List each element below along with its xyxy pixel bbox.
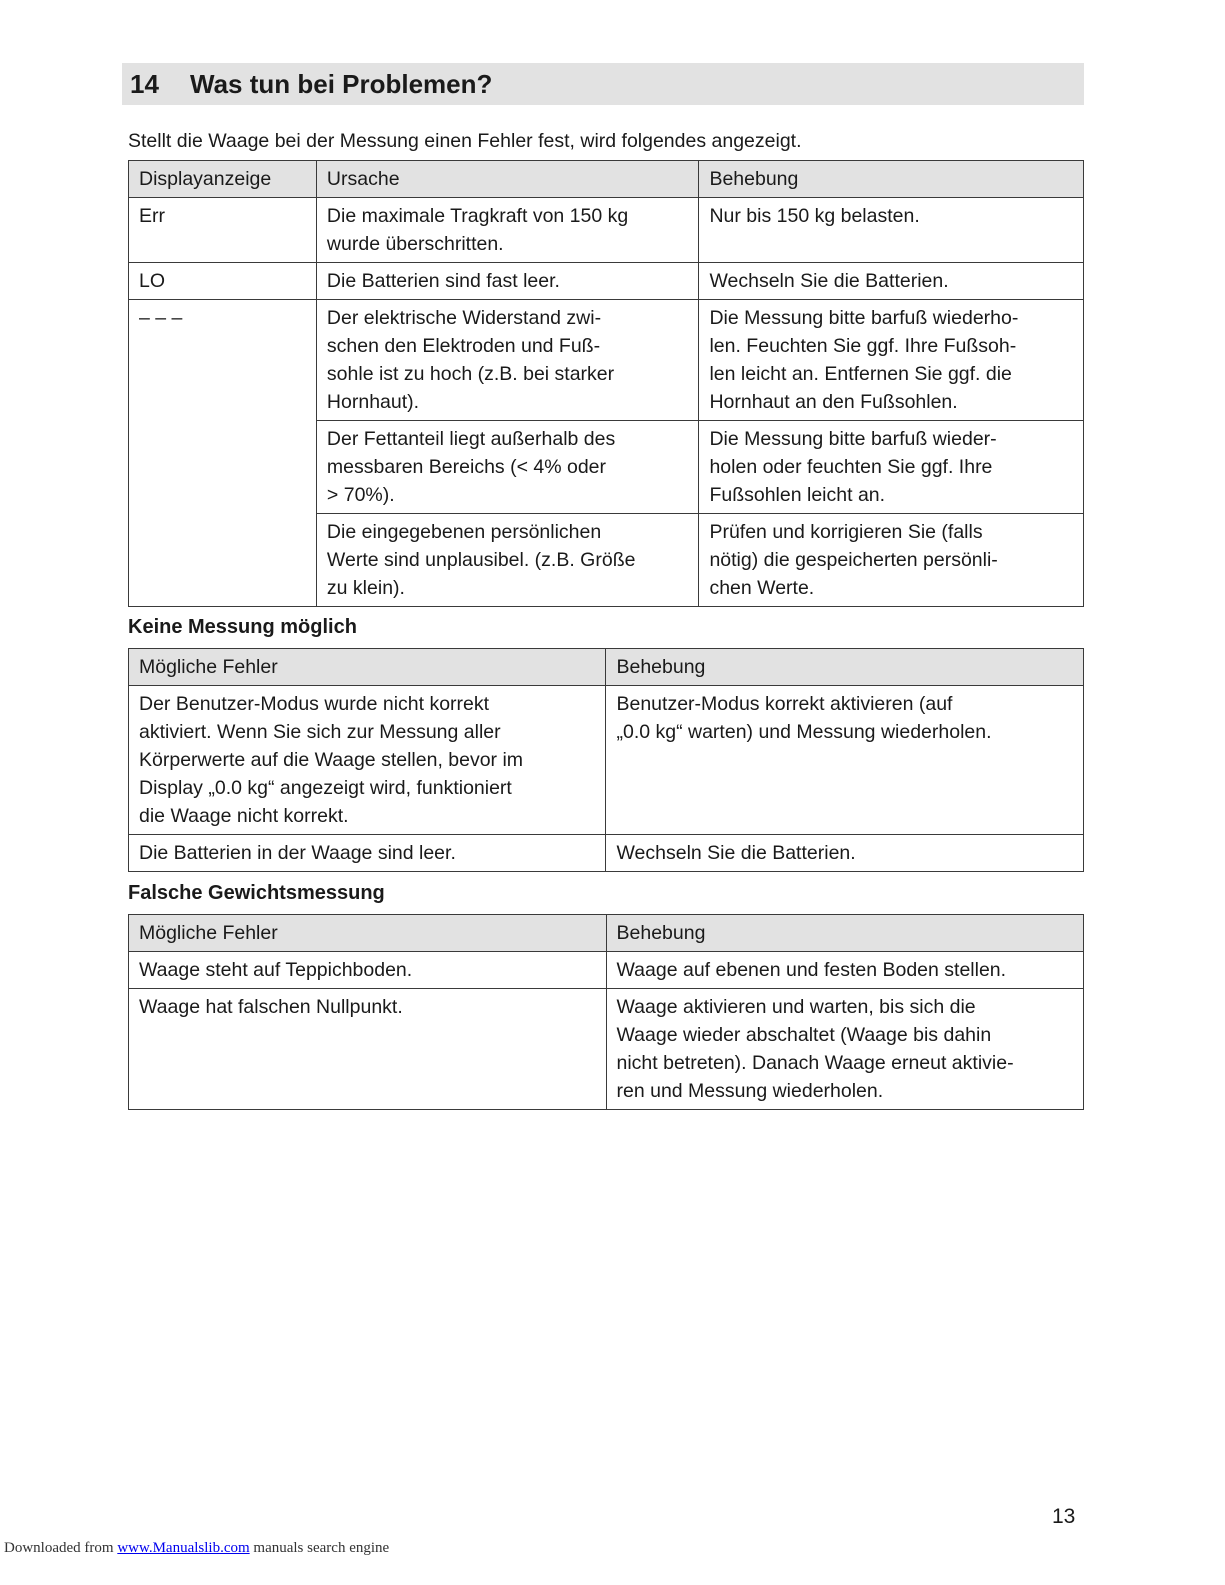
table-row: [129, 300, 1084, 421]
manualslib-link[interactable]: www.Manualslib.com: [117, 1540, 250, 1556]
error-display-table: [128, 160, 1084, 607]
intro-text: Stellt die Waage bei der Messung einen Fehler fest, wird folgendes angezeigt.: [128, 130, 802, 152]
subsection-title-no-measurement: Keine Messung möglich: [128, 616, 357, 638]
column-header: Displayanzeige: [129, 161, 317, 198]
table-row: [129, 686, 1084, 835]
column-header: Behebung: [699, 161, 1084, 198]
table-row: [129, 198, 1084, 263]
column-header: Ursache: [316, 161, 699, 198]
error-cell: Die Batterien in der Waage sind leer.: [129, 835, 606, 872]
display-cell: Err: [129, 198, 317, 263]
table-row: [129, 989, 1084, 1110]
column-header: Mögliche Fehler: [129, 649, 606, 686]
section-title: Was tun bei Problemen?: [190, 68, 493, 99]
footer-prefix: Downloaded from: [4, 1540, 118, 1556]
error-cell: Der Benutzer-Modus wurde nicht korrekt aktiviert. Wenn Sie sich zur Messung aller Körperwerte auf die Waage stellen, bevor im Display „0.0 kg“ angezeigt wird, funktioniert die Waage nicht korrekt.: [129, 686, 606, 835]
fix-cell: Prüfen und korrigieren Sie (falls nötig) die gespeicherten persönli- chen Werte.: [699, 514, 1084, 607]
cause-cell: Der Fettanteil liegt außerhalb des messbaren Bereichs (< 4% oder > 70%).: [316, 421, 699, 514]
wrong-weight-table: [128, 914, 1084, 1110]
fix-cell: Wechseln Sie die Batterien.: [606, 835, 1084, 872]
page-number: 13: [1052, 1505, 1076, 1528]
cause-cell: Die Batterien sind fast leer.: [316, 263, 699, 300]
table-header-row: [129, 915, 1084, 952]
fix-cell: Wechseln Sie die Batterien.: [699, 263, 1084, 300]
display-cell: LO: [129, 263, 317, 300]
fix-cell: Die Messung bitte barfuß wieder- holen oder feuchten Sie ggf. Ihre Fußsohlen leicht an.: [699, 421, 1084, 514]
fix-cell: Nur bis 150 kg belasten.: [699, 198, 1084, 263]
fix-cell: Waage auf ebenen und festen Boden stellen.: [606, 952, 1084, 989]
fix-cell: Die Messung bitte barfuß wiederho- len. Feuchten Sie ggf. Ihre Fußsoh- len leicht an. Entfernen Sie ggf. die Hornhaut an den Fußsohlen.: [699, 300, 1084, 421]
column-header: Behebung: [606, 649, 1084, 686]
section-number: 14: [130, 68, 159, 99]
footer-suffix: manuals search engine: [249, 1540, 390, 1556]
cause-cell: Die maximale Tragkraft von 150 kg wurde überschritten.: [316, 198, 699, 263]
subsection-title-wrong-weight: Falsche Gewichtsmessung: [128, 882, 385, 904]
table-header-row: [129, 161, 1084, 198]
download-footer: [4, 1540, 389, 1557]
column-header: Mögliche Fehler: [129, 915, 607, 952]
fix-cell: Waage aktivieren und warten, bis sich die Waage wieder abschaltet (Waage bis dahin nicht betreten). Danach Waage erneut aktivie- ren und Messung wiederholen.: [606, 989, 1084, 1110]
display-cell: – – –: [129, 300, 317, 607]
section-header: [122, 63, 1084, 105]
table-row: [129, 263, 1084, 300]
error-cell: Waage steht auf Teppichboden.: [129, 952, 607, 989]
fix-cell: Benutzer-Modus korrekt aktivieren (auf „0.0 kg“ warten) und Messung wiederholen.: [606, 686, 1084, 835]
table-row: [129, 835, 1084, 872]
table-header-row: [129, 649, 1084, 686]
column-header: Behebung: [606, 915, 1084, 952]
table-row: [129, 952, 1084, 989]
error-cell: Waage hat falschen Nullpunkt.: [129, 989, 607, 1110]
cause-cell: Der elektrische Widerstand zwi- schen den Elektroden und Fuß- sohle ist zu hoch (z.B. bei starker Hornhaut).: [316, 300, 699, 421]
cause-cell: Die eingegebenen persönlichen Werte sind unplausibel. (z.B. Größe zu klein).: [316, 514, 699, 607]
no-measurement-table: [128, 648, 1084, 872]
